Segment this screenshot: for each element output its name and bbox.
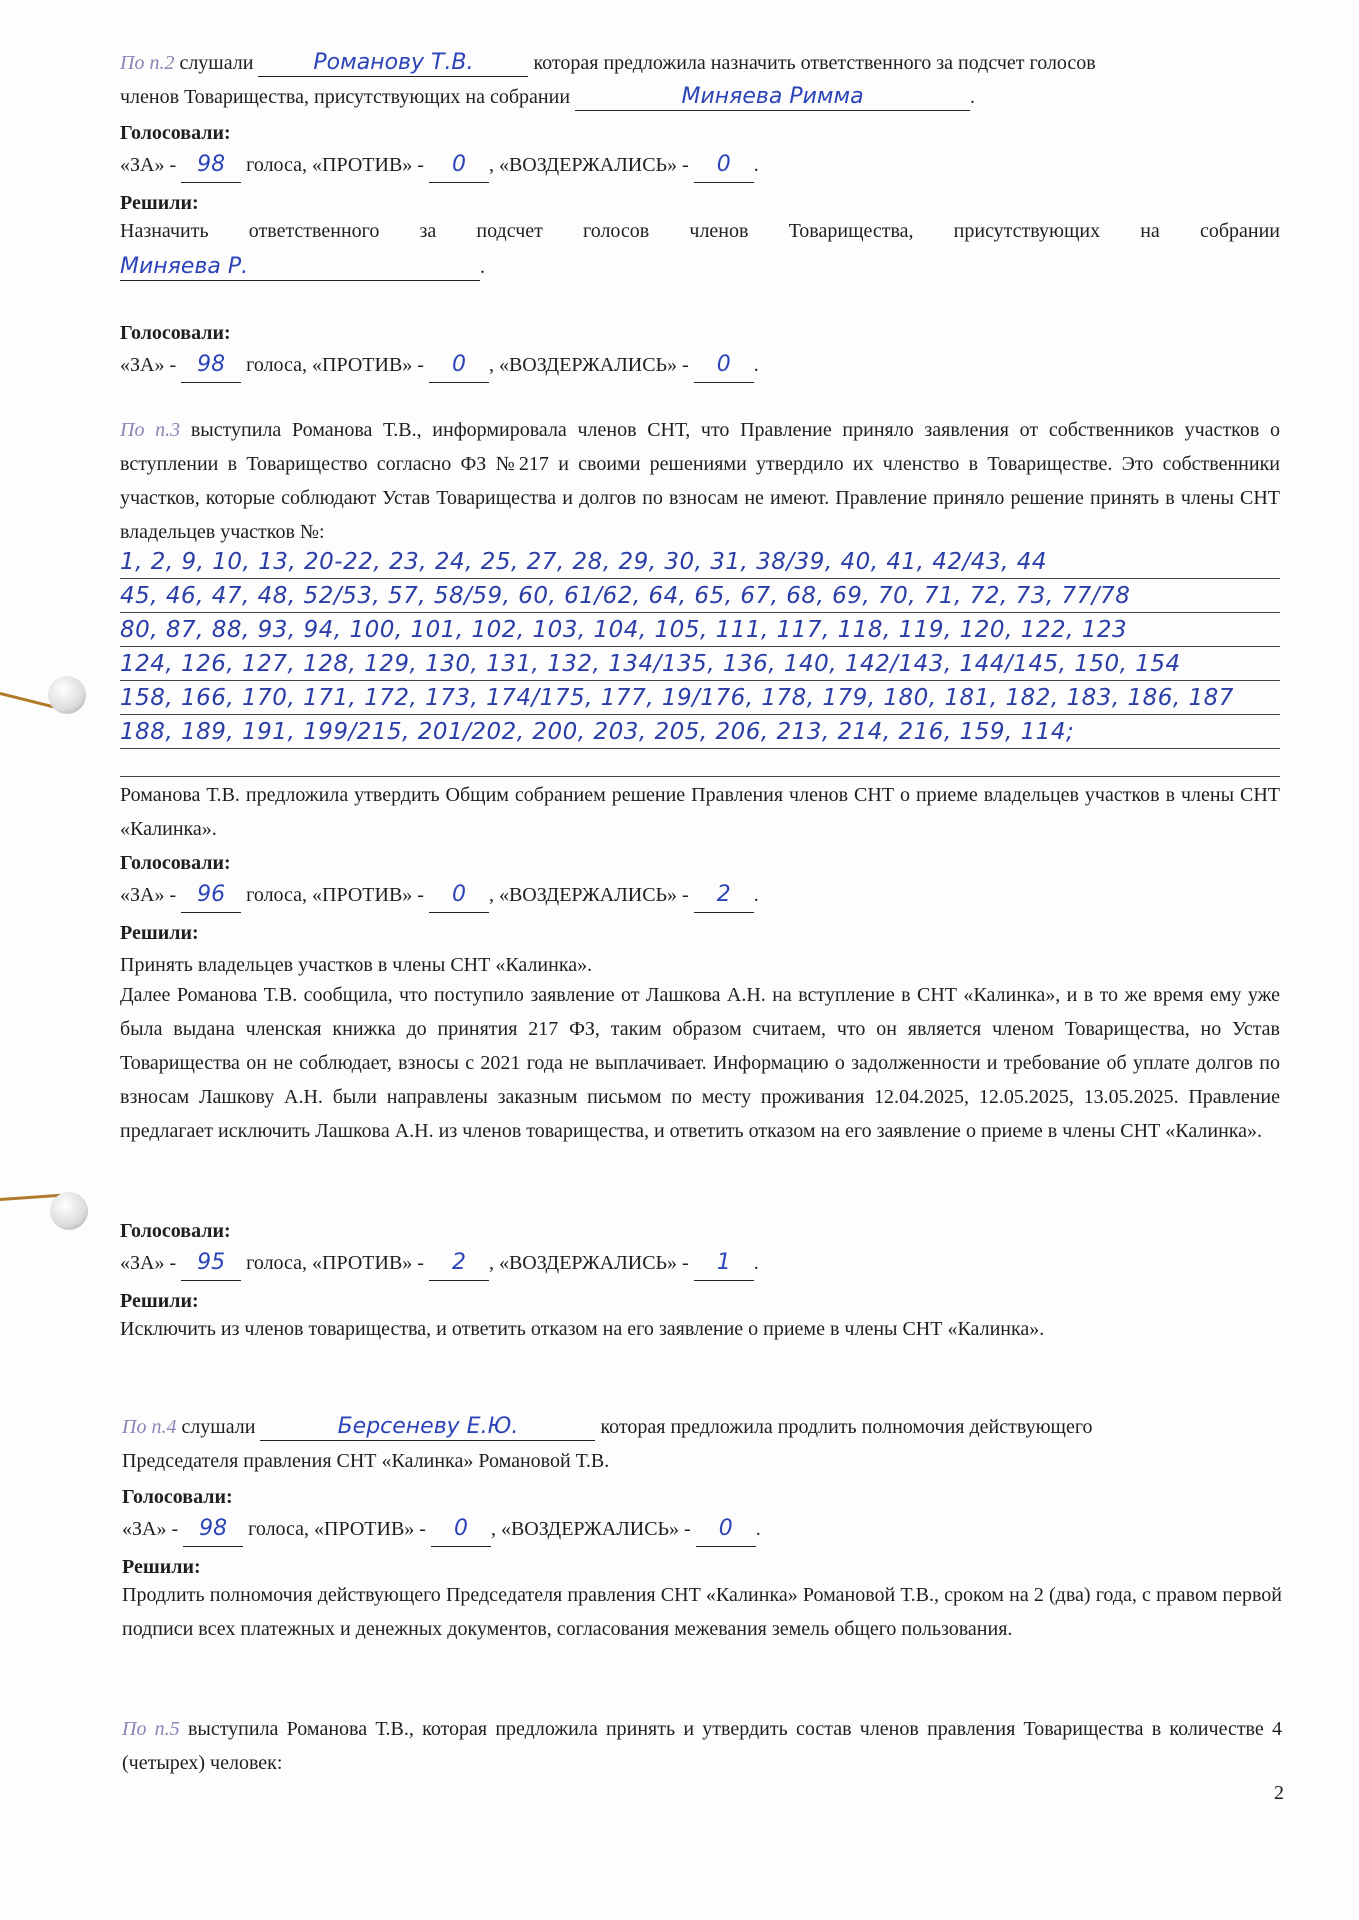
voted-label-b: Голосовали: — [120, 322, 231, 344]
za-label: «ЗА» - — [122, 1518, 179, 1540]
item4-text1: которая предложила продлить полномочия действующего — [600, 1416, 1093, 1438]
page-number: 2 — [1274, 1782, 1284, 1804]
za-label: «ЗА» - — [120, 354, 177, 376]
plot-numbers-line: 124, 126, 127, 128, 129, 130, 131, 132, 134/135, 136, 140, 142/143, 144/145, 150, 154 — [120, 651, 1181, 677]
plot-line-rule — [120, 746, 1280, 777]
period: . — [755, 1518, 761, 1540]
votes-b — [120, 348, 759, 383]
plot-numbers-line: 188, 189, 191, 199/215, 201/202, 200, 203, 205, 206, 213, 214, 216, 159, 114; — [120, 719, 1075, 745]
abst-label: , «ВОЗДЕРЖАЛИСЬ» - — [488, 884, 689, 906]
abst-count: 0 — [696, 1512, 756, 1547]
decided-label-a: Решили: — [120, 192, 199, 214]
period: . — [753, 154, 759, 176]
item3-paragraph — [120, 413, 1280, 549]
za-label: «ЗА» - — [120, 154, 177, 176]
protiv-label: голоса, «ПРОТИВ» - — [248, 1518, 426, 1540]
protiv-count: 0 — [429, 878, 489, 913]
voted-label-d: Голосовали: — [120, 1220, 231, 1242]
decision-a-line2 — [120, 254, 485, 281]
item5-paragraph — [122, 1712, 1282, 1780]
protiv-count: 0 — [429, 148, 489, 183]
za-count: 96 — [181, 878, 241, 913]
votes-a — [120, 148, 759, 183]
item3-further: Далее Романова Т.В. сообщила, что поступило заявление от Лашкова А.Н. на вступление в СНТ «Калинка», и в то же время ему уже была выдана членская книжка до принятия 217 ФЗ, таким образом считаем, что он является членом Товарищества, но Устав Товарищества он не соблюдает, взносы с 2021 года не выплачивает. Информацию о задолженности и требование об уплате долгов по взносам Лашкову А.Н. были направлены заказным письмом по месту проживания 12.04.2025, 12.05.2025, 13.05.2025. Правление предлагает исключить Лашкова А.Н. из членов товарищества, и ответить отказом на его заявление о приеме в члены СНТ «Калинка». — [120, 984, 1280, 1142]
abst-label: , «ВОЗДЕРЖАЛИСЬ» - — [490, 1518, 691, 1540]
abst-count: 2 — [694, 878, 754, 913]
decision-a-text: Назначить ответственного за подсчет голосов членов Товарищества, присутствующих на собрании — [120, 220, 1280, 242]
za-count: 98 — [181, 148, 241, 183]
item4-handwritten-name: Берсеневу Е.Ю. — [260, 1414, 595, 1441]
plot-numbers-line: 45, 46, 47, 48, 52/53, 57, 58/59, 60, 61/62, 64, 65, 67, 68, 69, 70, 71, 72, 73, 77/78 — [120, 583, 1131, 609]
voted-label-c: Голосовали: — [120, 852, 231, 874]
votes-d — [120, 1246, 759, 1281]
plot-numbers-line: 158, 166, 170, 171, 172, 173, 174/175, 177, 19/176, 178, 179, 180, 181, 182, 183, 186, 187 — [120, 685, 1234, 711]
item2-listened: слушали — [179, 52, 254, 74]
protiv-count: 0 — [431, 1512, 491, 1547]
votes-e — [122, 1512, 761, 1547]
item4-line1 — [122, 1414, 1282, 1441]
abst-count: 1 — [694, 1246, 754, 1281]
item2-ref: По п.2 — [120, 52, 175, 74]
protiv-label: голоса, «ПРОТИВ» - — [246, 154, 424, 176]
binding-ring — [48, 676, 86, 714]
item4-decision: Продлить полномочия действующего Председателя правления СНТ «Калинка» Романовой Т.В., сроком на 2 (два) года, с правом первой подписи всех платежных и денежных документов, согласования межевания земель общего пользования. — [122, 1584, 1282, 1640]
abst-count: 0 — [694, 348, 754, 383]
abst-label: , «ВОЗДЕРЖАЛИСЬ» - — [488, 1252, 689, 1274]
binding-ring — [50, 1192, 88, 1230]
protiv-label: голоса, «ПРОТИВ» - — [246, 1252, 424, 1274]
item2-text2: членов Товарищества, присутствующих на собрании — [120, 86, 571, 108]
period: . — [970, 86, 976, 108]
period: . — [753, 884, 759, 906]
item4-listened: слушали — [181, 1416, 256, 1438]
item2-handwritten-name: Романову Т.В. — [258, 50, 528, 77]
decided-label-e: Решили: — [122, 1556, 201, 1578]
protiv-label: голоса, «ПРОТИВ» - — [246, 884, 424, 906]
item3-text: выступила Романова Т.В., информировала членов СНТ, что Правление приняло заявления от собственников участков о вступлении в Товарищество согласно ФЗ №217 и своими решениями утвердило их членство в Товариществе. Это собственники участков, которые соблюдают Устав Товарищества и долгов по взносам не имеют. Правление приняло решение принять в члены СНТ владельцев участков №: — [120, 419, 1280, 543]
item2-text1: которая предложила назначить ответственного за подсчет голосов — [533, 52, 1096, 74]
za-count: 95 — [181, 1246, 241, 1281]
plot-numbers-line: 80, 87, 88, 93, 94, 100, 101, 102, 103, 104, 105, 111, 117, 118, 119, 120, 122, 123 — [120, 617, 1128, 643]
voted-label-e: Голосовали: — [122, 1486, 233, 1508]
protiv-count: 0 — [429, 348, 489, 383]
item2-line1 — [120, 50, 1280, 77]
period: . — [753, 1252, 759, 1274]
protiv-label: голоса, «ПРОТИВ» - — [246, 354, 424, 376]
protiv-count: 2 — [429, 1246, 489, 1281]
item2-handwritten-responsible: Миняева Римма — [575, 84, 970, 111]
decided-label-d: Решили: — [120, 1290, 199, 1312]
plot-numbers-line: 1, 2, 9, 10, 13, 20-22, 23, 24, 25, 27, 28, 29, 30, 31, 38/39, 40, 41, 42/43, 44 — [120, 549, 1047, 575]
decision-a-handwritten: Миняева Р. — [120, 254, 480, 281]
za-count: 98 — [183, 1512, 243, 1547]
za-label: «ЗА» - — [120, 884, 177, 906]
za-count: 98 — [181, 348, 241, 383]
voted-label-a: Голосовали: — [120, 122, 231, 144]
abst-count: 0 — [694, 148, 754, 183]
item3-decision: Принять владельцев участков в члены СНТ «Калинка». — [120, 954, 593, 976]
abst-label: , «ВОЗДЕРЖАЛИСЬ» - — [488, 154, 689, 176]
period: . — [753, 354, 759, 376]
period: . — [480, 256, 485, 278]
item3-decision2: Исключить из членов товарищества, и ответить отказом на его заявление о приеме в члены СНТ «Калинка». — [120, 1318, 1045, 1340]
item2-line2 — [120, 84, 975, 111]
decided-label-c: Решили: — [120, 922, 199, 944]
item3-ref: По п.3 — [120, 419, 181, 441]
abst-label: , «ВОЗДЕРЖАЛИСЬ» - — [488, 354, 689, 376]
item5-text: выступила Романова Т.В., которая предложила принять и утвердить состав членов правления Товарищества в количестве 4 (четырех) человек: — [122, 1718, 1282, 1774]
votes-c — [120, 878, 759, 913]
item5-ref: По п.5 — [122, 1718, 180, 1740]
item4-text2: Председателя правления СНТ «Калинка» Романовой Т.В. — [122, 1450, 610, 1472]
za-label: «ЗА» - — [120, 1252, 177, 1274]
item4-ref: По п.4 — [122, 1416, 177, 1438]
item3-proposal: Романова Т.В. предложила утвердить Общим собранием решение Правления членов СНТ о приеме владельцев участков в члены СНТ «Калинка». — [120, 784, 1280, 840]
